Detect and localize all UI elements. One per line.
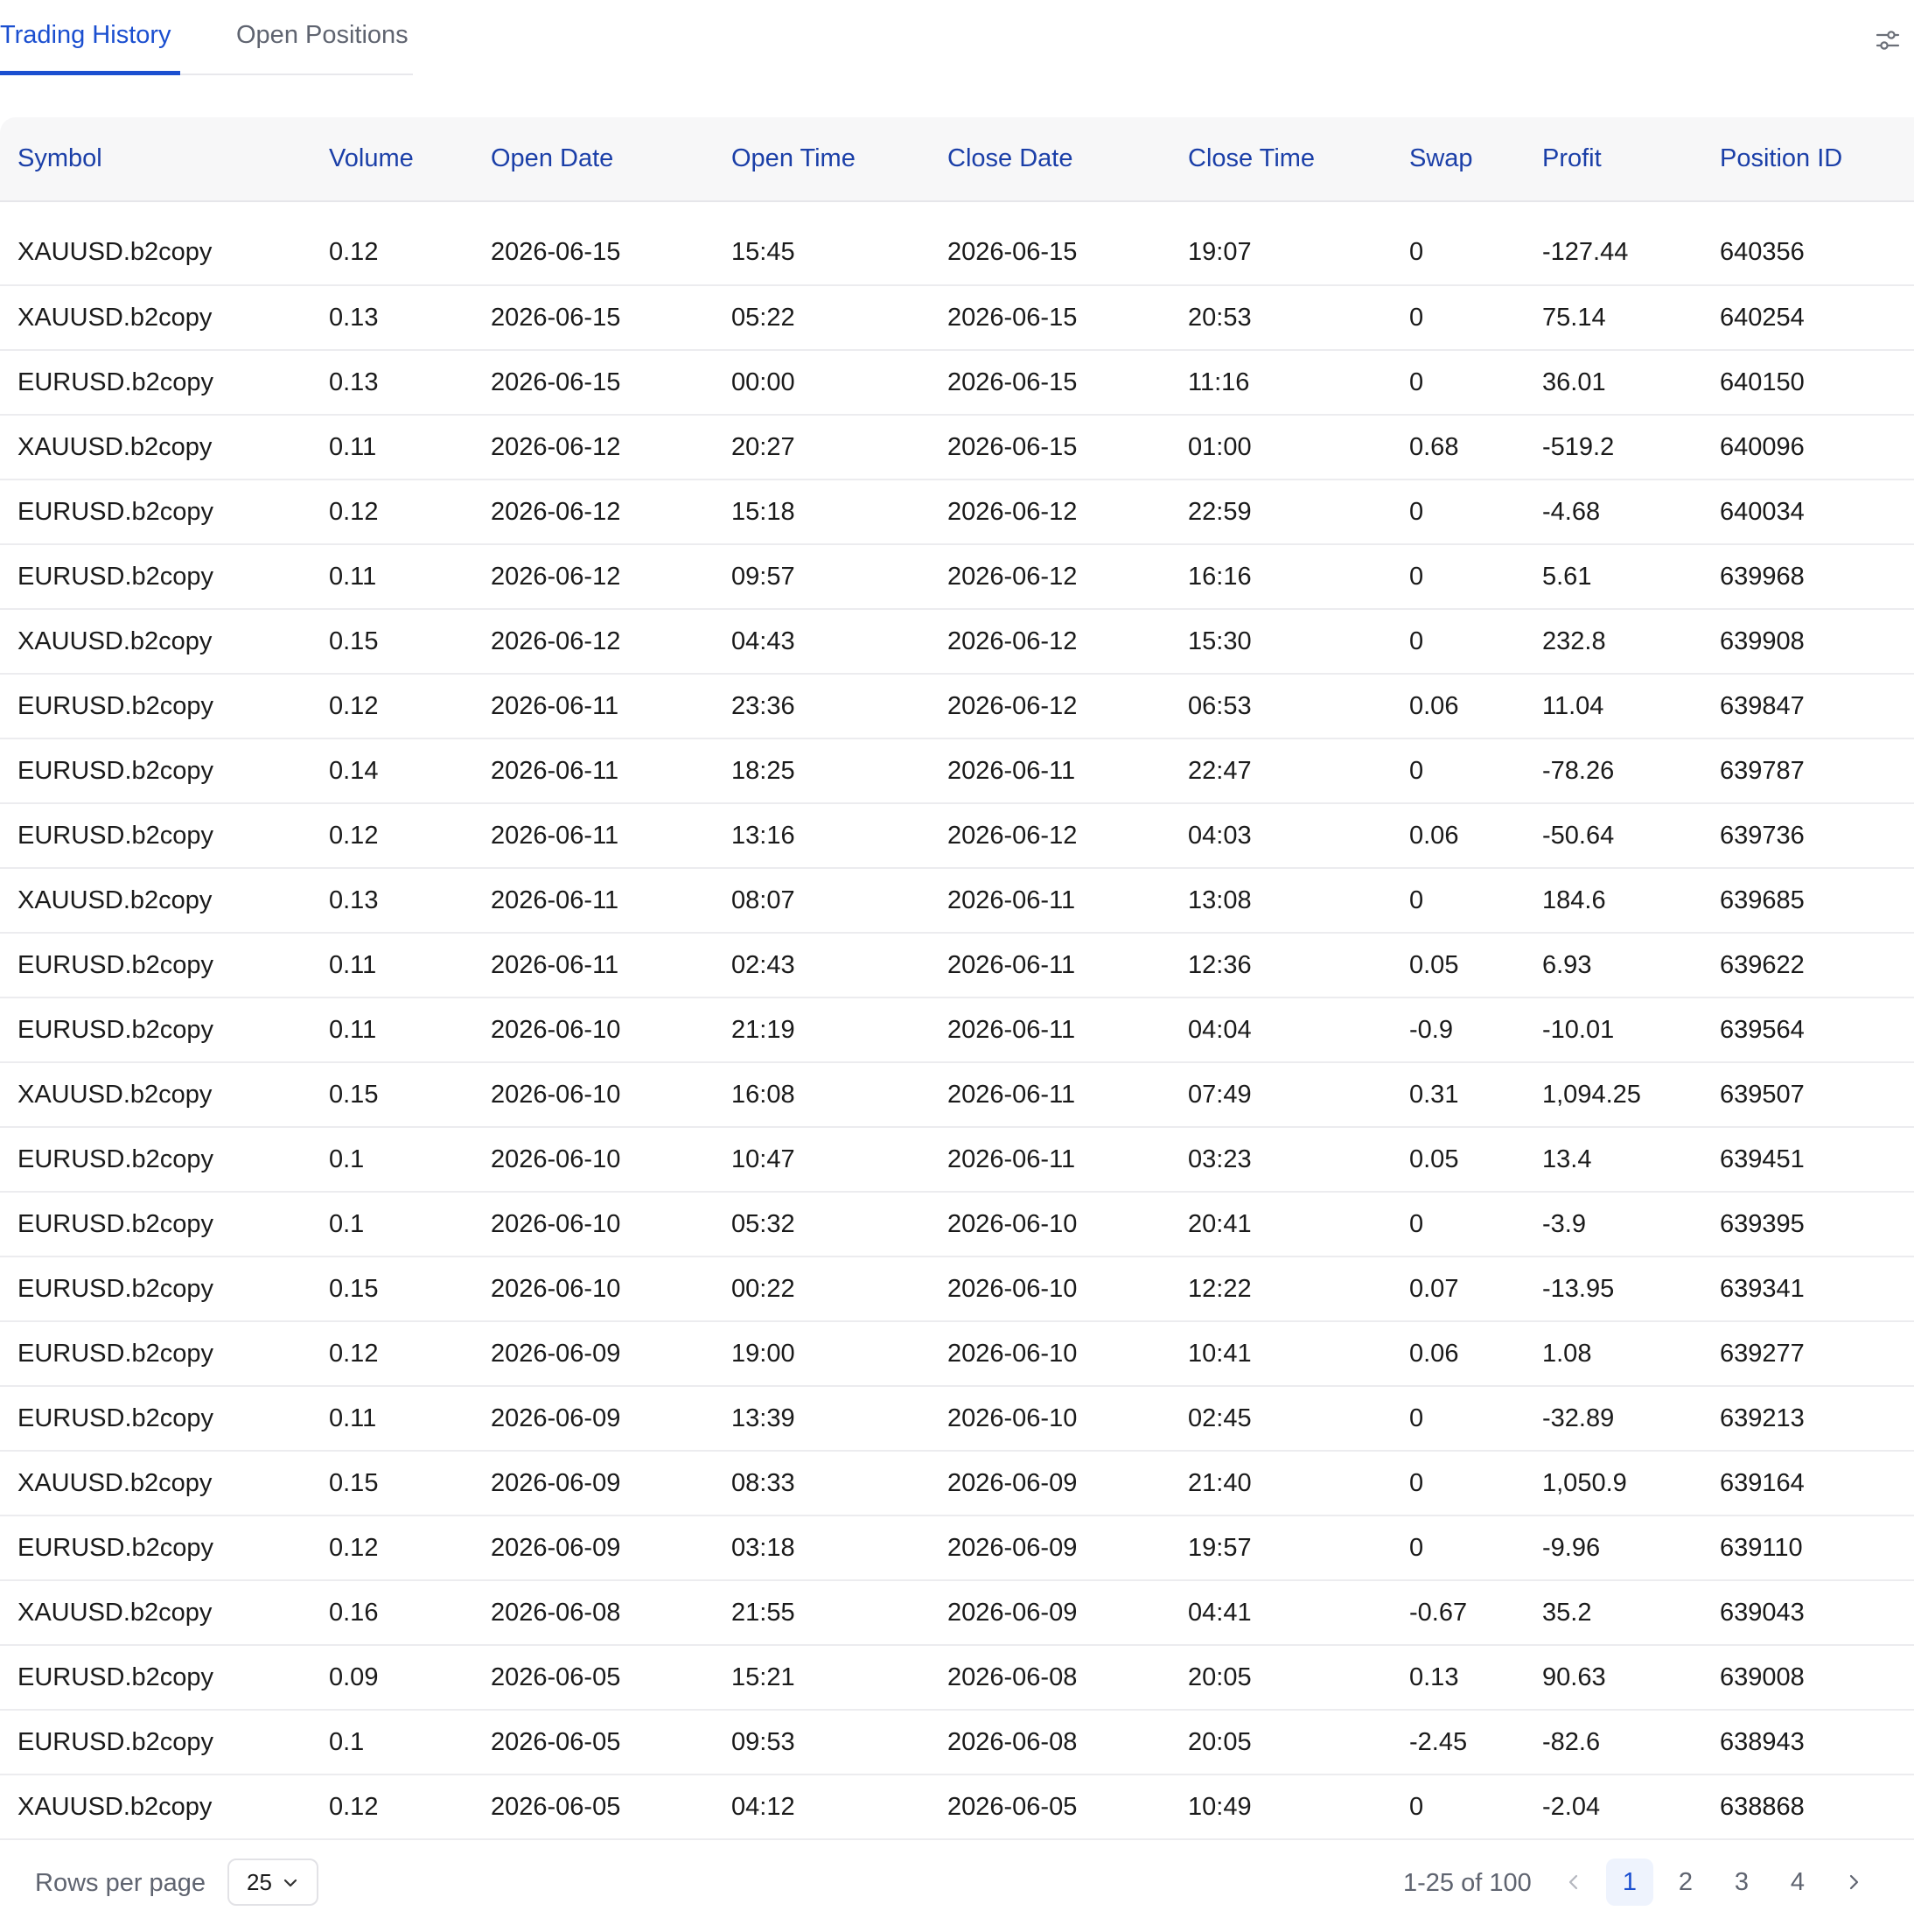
table-row[interactable] bbox=[0, 220, 1914, 285]
profit-cell: 13.4 bbox=[1542, 1127, 1720, 1192]
open-date-cell: 2026-06-09 bbox=[491, 1516, 731, 1580]
open-time-cell: 19:00 bbox=[731, 1321, 947, 1386]
column-header-volume[interactable]: Volume bbox=[329, 117, 491, 201]
table-row[interactable] bbox=[0, 1451, 1914, 1516]
open-date-cell: 2026-06-12 bbox=[491, 544, 731, 609]
volume-cell: 0.14 bbox=[329, 738, 491, 803]
open-time-cell: 23:36 bbox=[731, 674, 947, 738]
swap-cell: 0 bbox=[1409, 1516, 1542, 1580]
close-date-cell: 2026-06-11 bbox=[947, 1062, 1188, 1127]
volume-cell: 0.1 bbox=[329, 1192, 491, 1256]
symbol-cell: EURUSD.b2copy bbox=[0, 933, 329, 998]
volume-cell: 0.15 bbox=[329, 1451, 491, 1516]
swap-cell: 0.06 bbox=[1409, 1321, 1542, 1386]
close-time-cell: 15:30 bbox=[1188, 609, 1409, 674]
profit-cell: -50.64 bbox=[1542, 803, 1720, 868]
profit-cell: 1,050.9 bbox=[1542, 1451, 1720, 1516]
table-row[interactable] bbox=[0, 1062, 1914, 1127]
pagination-footer bbox=[0, 1836, 1914, 1932]
volume-cell: 0.16 bbox=[329, 1580, 491, 1645]
position-id-cell: 639787 bbox=[1720, 738, 1914, 803]
column-header-profit[interactable]: Profit bbox=[1542, 117, 1720, 201]
swap-cell: 0 bbox=[1409, 285, 1542, 350]
open-date-cell: 2026-06-15 bbox=[491, 220, 731, 285]
chevron-left-icon bbox=[1564, 1872, 1583, 1892]
profit-cell: -9.96 bbox=[1542, 1516, 1720, 1580]
profit-cell: 36.01 bbox=[1542, 350, 1720, 415]
close-time-cell: 11:16 bbox=[1188, 350, 1409, 415]
page-button-4[interactable]: 4 bbox=[1790, 1867, 1806, 1896]
open-date-cell: 2026-06-08 bbox=[491, 1580, 731, 1645]
symbol-cell: EURUSD.b2copy bbox=[0, 350, 329, 415]
open-time-cell: 09:57 bbox=[731, 544, 947, 609]
swap-cell: 0 bbox=[1409, 1192, 1542, 1256]
close-date-cell: 2026-06-12 bbox=[947, 544, 1188, 609]
close-date-cell: 2026-06-12 bbox=[947, 480, 1188, 544]
table-row[interactable] bbox=[0, 674, 1914, 738]
close-time-cell: 10:41 bbox=[1188, 1321, 1409, 1386]
close-date-cell: 2026-06-08 bbox=[947, 1645, 1188, 1710]
position-id-cell: 639277 bbox=[1720, 1321, 1914, 1386]
swap-cell: 0.06 bbox=[1409, 803, 1542, 868]
volume-cell: 0.11 bbox=[329, 1386, 491, 1451]
open-time-cell: 15:21 bbox=[731, 1645, 947, 1710]
volume-cell: 0.12 bbox=[329, 220, 491, 285]
volume-cell: 0.13 bbox=[329, 868, 491, 933]
symbol-cell: EURUSD.b2copy bbox=[0, 674, 329, 738]
close-date-cell: 2026-06-15 bbox=[947, 285, 1188, 350]
position-id-cell: 640096 bbox=[1720, 415, 1914, 480]
trading-history-table-container bbox=[0, 117, 1914, 1840]
swap-cell: 0.13 bbox=[1409, 1645, 1542, 1710]
close-time-cell: 04:04 bbox=[1188, 998, 1409, 1062]
position-id-cell: 639213 bbox=[1720, 1386, 1914, 1451]
open-date-cell: 2026-06-11 bbox=[491, 738, 731, 803]
rows-per-page-label: Rows per page bbox=[35, 1869, 206, 1897]
position-id-cell: 640356 bbox=[1720, 220, 1914, 285]
open-time-cell: 08:07 bbox=[731, 868, 947, 933]
table-row[interactable] bbox=[0, 350, 1914, 415]
close-date-cell: 2026-06-12 bbox=[947, 803, 1188, 868]
close-date-cell: 2026-06-09 bbox=[947, 1451, 1188, 1516]
close-time-cell: 21:40 bbox=[1188, 1451, 1409, 1516]
table-row[interactable] bbox=[0, 998, 1914, 1062]
position-id-cell: 639847 bbox=[1720, 674, 1914, 738]
close-time-cell: 19:57 bbox=[1188, 1516, 1409, 1580]
position-id-cell: 639622 bbox=[1720, 933, 1914, 998]
open-time-cell: 16:08 bbox=[731, 1062, 947, 1127]
open-date-cell: 2026-06-10 bbox=[491, 1192, 731, 1256]
close-date-cell: 2026-06-11 bbox=[947, 738, 1188, 803]
close-time-cell: 01:00 bbox=[1188, 415, 1409, 480]
swap-cell: 0.07 bbox=[1409, 1256, 1542, 1321]
position-id-cell: 639008 bbox=[1720, 1645, 1914, 1710]
close-time-cell: 02:45 bbox=[1188, 1386, 1409, 1451]
volume-cell: 0.13 bbox=[329, 350, 491, 415]
rows-per-page-value: 25 bbox=[247, 1868, 272, 1895]
table-row[interactable] bbox=[0, 1710, 1914, 1774]
volume-cell: 0.13 bbox=[329, 285, 491, 350]
open-time-cell: 21:19 bbox=[731, 998, 947, 1062]
symbol-cell: EURUSD.b2copy bbox=[0, 1386, 329, 1451]
symbol-cell: EURUSD.b2copy bbox=[0, 738, 329, 803]
open-time-cell: 09:53 bbox=[731, 1710, 947, 1774]
volume-cell: 0.15 bbox=[329, 1062, 491, 1127]
table-header-row bbox=[0, 117, 1914, 201]
symbol-cell: XAUUSD.b2copy bbox=[0, 415, 329, 480]
table-row[interactable] bbox=[0, 1516, 1914, 1580]
symbol-cell: XAUUSD.b2copy bbox=[0, 220, 329, 285]
table-row[interactable] bbox=[0, 544, 1914, 609]
profit-cell: 5.61 bbox=[1542, 544, 1720, 609]
table-row[interactable] bbox=[0, 868, 1914, 933]
swap-cell: 0 bbox=[1409, 609, 1542, 674]
position-id-cell: 639164 bbox=[1720, 1451, 1914, 1516]
symbol-cell: EURUSD.b2copy bbox=[0, 480, 329, 544]
open-time-cell: 15:45 bbox=[731, 220, 947, 285]
open-time-cell: 02:43 bbox=[731, 933, 947, 998]
open-time-cell: 13:16 bbox=[731, 803, 947, 868]
chevron-right-icon bbox=[1844, 1872, 1863, 1892]
swap-cell: 0 bbox=[1409, 1774, 1542, 1839]
profit-cell: -13.95 bbox=[1542, 1256, 1720, 1321]
open-date-cell: 2026-06-05 bbox=[491, 1710, 731, 1774]
profit-cell: -78.26 bbox=[1542, 738, 1720, 803]
open-date-cell: 2026-06-10 bbox=[491, 1127, 731, 1192]
close-time-cell: 20:05 bbox=[1188, 1710, 1409, 1774]
open-time-cell: 13:39 bbox=[731, 1386, 947, 1451]
profit-cell: 35.2 bbox=[1542, 1580, 1720, 1645]
close-time-cell: 07:49 bbox=[1188, 1062, 1409, 1127]
table-row[interactable] bbox=[0, 415, 1914, 480]
position-id-cell: 638943 bbox=[1720, 1710, 1914, 1774]
page-button-3[interactable]: 3 bbox=[1734, 1867, 1750, 1896]
close-time-cell: 12:36 bbox=[1188, 933, 1409, 998]
table-row[interactable] bbox=[0, 1127, 1914, 1192]
table-row[interactable] bbox=[0, 609, 1914, 674]
position-id-cell: 639908 bbox=[1720, 609, 1914, 674]
close-date-cell: 2026-06-15 bbox=[947, 350, 1188, 415]
open-date-cell: 2026-06-11 bbox=[491, 674, 731, 738]
page-button-2[interactable]: 2 bbox=[1678, 1867, 1694, 1896]
symbol-cell: EURUSD.b2copy bbox=[0, 1516, 329, 1580]
profit-cell: -127.44 bbox=[1542, 220, 1720, 285]
symbol-cell: XAUUSD.b2copy bbox=[0, 868, 329, 933]
profit-cell: -82.6 bbox=[1542, 1710, 1720, 1774]
close-time-cell: 03:23 bbox=[1188, 1127, 1409, 1192]
column-header-swap[interactable]: Swap bbox=[1409, 117, 1542, 201]
swap-cell: -0.9 bbox=[1409, 998, 1542, 1062]
symbol-cell: XAUUSD.b2copy bbox=[0, 609, 329, 674]
spacer-cell bbox=[0, 201, 1914, 220]
position-id-cell: 639685 bbox=[1720, 868, 1914, 933]
volume-cell: 0.11 bbox=[329, 415, 491, 480]
position-id-cell: 639968 bbox=[1720, 544, 1914, 609]
symbol-cell: EURUSD.b2copy bbox=[0, 1192, 329, 1256]
volume-cell: 0.12 bbox=[329, 803, 491, 868]
column-header-position-id[interactable]: Position ID bbox=[1720, 117, 1914, 201]
column-header-close-date[interactable]: Close Date bbox=[947, 117, 1188, 201]
symbol-cell: XAUUSD.b2copy bbox=[0, 285, 329, 350]
close-time-cell: 13:08 bbox=[1188, 868, 1409, 933]
table-row[interactable] bbox=[0, 1386, 1914, 1451]
swap-cell: 0 bbox=[1409, 868, 1542, 933]
symbol-cell: EURUSD.b2copy bbox=[0, 1645, 329, 1710]
close-date-cell: 2026-06-11 bbox=[947, 998, 1188, 1062]
symbol-cell: EURUSD.b2copy bbox=[0, 1710, 329, 1774]
profit-cell: -32.89 bbox=[1542, 1386, 1720, 1451]
swap-cell: -0.67 bbox=[1409, 1580, 1542, 1645]
open-date-cell: 2026-06-05 bbox=[491, 1774, 731, 1839]
close-time-cell: 20:05 bbox=[1188, 1645, 1409, 1710]
tab-open-positions[interactable]: Open Positions bbox=[236, 21, 409, 49]
swap-cell: 0.05 bbox=[1409, 933, 1542, 998]
open-time-cell: 05:32 bbox=[731, 1192, 947, 1256]
swap-cell: 0 bbox=[1409, 350, 1542, 415]
open-time-cell: 21:55 bbox=[731, 1580, 947, 1645]
symbol-cell: XAUUSD.b2copy bbox=[0, 1062, 329, 1127]
symbol-cell: XAUUSD.b2copy bbox=[0, 1774, 329, 1839]
profit-cell: 184.6 bbox=[1542, 868, 1720, 933]
swap-cell: -2.45 bbox=[1409, 1710, 1542, 1774]
position-id-cell: 639395 bbox=[1720, 1192, 1914, 1256]
volume-cell: 0.11 bbox=[329, 998, 491, 1062]
open-time-cell: 18:25 bbox=[731, 738, 947, 803]
volume-cell: 0.1 bbox=[329, 1127, 491, 1192]
open-date-cell: 2026-06-12 bbox=[491, 415, 731, 480]
volume-cell: 0.11 bbox=[329, 544, 491, 609]
swap-cell: 0 bbox=[1409, 480, 1542, 544]
close-date-cell: 2026-06-09 bbox=[947, 1580, 1188, 1645]
open-time-cell: 10:47 bbox=[731, 1127, 947, 1192]
profit-cell: -519.2 bbox=[1542, 415, 1720, 480]
close-date-cell: 2026-06-12 bbox=[947, 609, 1188, 674]
swap-cell: 0.05 bbox=[1409, 1127, 1542, 1192]
table-row[interactable] bbox=[0, 1256, 1914, 1321]
volume-cell: 0.15 bbox=[329, 609, 491, 674]
close-time-cell: 06:53 bbox=[1188, 674, 1409, 738]
swap-cell: 0 bbox=[1409, 1386, 1542, 1451]
position-id-cell: 640254 bbox=[1720, 285, 1914, 350]
close-date-cell: 2026-06-11 bbox=[947, 1127, 1188, 1192]
profit-cell: -10.01 bbox=[1542, 998, 1720, 1062]
table-row[interactable] bbox=[0, 803, 1914, 868]
rows-per-page-select[interactable] bbox=[227, 1858, 318, 1906]
open-date-cell: 2026-06-11 bbox=[491, 803, 731, 868]
open-date-cell: 2026-06-09 bbox=[491, 1386, 731, 1451]
pagination-range: 1-25 of 100 bbox=[1403, 1869, 1532, 1897]
position-id-cell: 640150 bbox=[1720, 350, 1914, 415]
volume-cell: 0.12 bbox=[329, 480, 491, 544]
sliders-icon bbox=[1875, 27, 1901, 53]
position-id-cell: 639043 bbox=[1720, 1580, 1914, 1645]
volume-cell: 0.15 bbox=[329, 1256, 491, 1321]
open-time-cell: 15:18 bbox=[731, 480, 947, 544]
position-id-cell: 639736 bbox=[1720, 803, 1914, 868]
table-row[interactable] bbox=[0, 1645, 1914, 1710]
symbol-cell: EURUSD.b2copy bbox=[0, 1256, 329, 1321]
table-row[interactable] bbox=[0, 1774, 1914, 1839]
close-date-cell: 2026-06-10 bbox=[947, 1192, 1188, 1256]
close-time-cell: 10:49 bbox=[1188, 1774, 1409, 1839]
swap-cell: 0.31 bbox=[1409, 1062, 1542, 1127]
profit-cell: -2.04 bbox=[1542, 1774, 1720, 1839]
close-date-cell: 2026-06-10 bbox=[947, 1386, 1188, 1451]
position-id-cell: 639110 bbox=[1720, 1516, 1914, 1580]
close-time-cell: 20:41 bbox=[1188, 1192, 1409, 1256]
volume-cell: 0.1 bbox=[329, 1710, 491, 1774]
open-time-cell: 03:18 bbox=[731, 1516, 947, 1580]
open-date-cell: 2026-06-10 bbox=[491, 998, 731, 1062]
symbol-cell: EURUSD.b2copy bbox=[0, 544, 329, 609]
column-header-close-time[interactable]: Close Time bbox=[1188, 117, 1409, 201]
volume-cell: 0.12 bbox=[329, 1774, 491, 1839]
position-id-cell: 639564 bbox=[1720, 998, 1914, 1062]
volume-cell: 0.12 bbox=[329, 674, 491, 738]
open-date-cell: 2026-06-11 bbox=[491, 868, 731, 933]
table-row[interactable] bbox=[0, 480, 1914, 544]
table-row[interactable] bbox=[0, 285, 1914, 350]
table-row[interactable] bbox=[0, 1580, 1914, 1645]
profit-cell: 6.93 bbox=[1542, 933, 1720, 998]
swap-cell: 0 bbox=[1409, 544, 1542, 609]
close-time-cell: 04:41 bbox=[1188, 1580, 1409, 1645]
profit-cell: 232.8 bbox=[1542, 609, 1720, 674]
chevron-down-icon bbox=[282, 1874, 299, 1892]
open-time-cell: 05:22 bbox=[731, 285, 947, 350]
swap-cell: 0.06 bbox=[1409, 674, 1542, 738]
position-id-cell: 639341 bbox=[1720, 1256, 1914, 1321]
column-header-open-time[interactable]: Open Time bbox=[731, 117, 947, 201]
close-time-cell: 12:22 bbox=[1188, 1256, 1409, 1321]
profit-cell: 1.08 bbox=[1542, 1321, 1720, 1386]
close-time-cell: 19:07 bbox=[1188, 220, 1409, 285]
profit-cell: 1,094.25 bbox=[1542, 1062, 1720, 1127]
open-date-cell: 2026-06-15 bbox=[491, 350, 731, 415]
open-time-cell: 00:22 bbox=[731, 1256, 947, 1321]
close-date-cell: 2026-06-11 bbox=[947, 868, 1188, 933]
open-date-cell: 2026-06-10 bbox=[491, 1256, 731, 1321]
open-date-cell: 2026-06-15 bbox=[491, 285, 731, 350]
close-date-cell: 2026-06-10 bbox=[947, 1321, 1188, 1386]
position-id-cell: 639507 bbox=[1720, 1062, 1914, 1127]
volume-cell: 0.09 bbox=[329, 1645, 491, 1710]
column-header-symbol[interactable]: Symbol bbox=[0, 117, 329, 201]
close-date-cell: 2026-06-12 bbox=[947, 674, 1188, 738]
close-date-cell: 2026-06-10 bbox=[947, 1256, 1188, 1321]
swap-cell: 0 bbox=[1409, 220, 1542, 285]
tab-trading-history[interactable]: Trading History bbox=[0, 0, 180, 75]
symbol-cell: XAUUSD.b2copy bbox=[0, 1580, 329, 1645]
open-date-cell: 2026-06-09 bbox=[491, 1321, 731, 1386]
close-date-cell: 2026-06-11 bbox=[947, 933, 1188, 998]
open-date-cell: 2026-06-10 bbox=[491, 1062, 731, 1127]
close-time-cell: 20:53 bbox=[1188, 285, 1409, 350]
open-time-cell: 04:12 bbox=[731, 1774, 947, 1839]
open-date-cell: 2026-06-12 bbox=[491, 480, 731, 544]
symbol-cell: XAUUSD.b2copy bbox=[0, 1451, 329, 1516]
volume-cell: 0.12 bbox=[329, 1321, 491, 1386]
symbol-cell: EURUSD.b2copy bbox=[0, 803, 329, 868]
swap-cell: 0 bbox=[1409, 1451, 1542, 1516]
position-id-cell: 638868 bbox=[1720, 1774, 1914, 1839]
position-id-cell: 640034 bbox=[1720, 480, 1914, 544]
symbol-cell: EURUSD.b2copy bbox=[0, 1321, 329, 1386]
close-date-cell: 2026-06-15 bbox=[947, 220, 1188, 285]
open-date-cell: 2026-06-11 bbox=[491, 933, 731, 998]
open-date-cell: 2026-06-05 bbox=[491, 1645, 731, 1710]
open-date-cell: 2026-06-12 bbox=[491, 609, 731, 674]
next-page-button[interactable] bbox=[1830, 1858, 1877, 1906]
profit-cell: 90.63 bbox=[1542, 1645, 1720, 1710]
table-row[interactable] bbox=[0, 738, 1914, 803]
table-row[interactable] bbox=[0, 1192, 1914, 1256]
table-settings-button[interactable] bbox=[1870, 23, 1905, 58]
close-time-cell: 16:16 bbox=[1188, 544, 1409, 609]
close-date-cell: 2026-06-09 bbox=[947, 1516, 1188, 1580]
table-spacer bbox=[0, 201, 1914, 220]
close-time-cell: 22:47 bbox=[1188, 738, 1409, 803]
tab-bar bbox=[0, 0, 413, 75]
table-row[interactable] bbox=[0, 933, 1914, 998]
swap-cell: 0.68 bbox=[1409, 415, 1542, 480]
symbol-cell: EURUSD.b2copy bbox=[0, 998, 329, 1062]
close-date-cell: 2026-06-05 bbox=[947, 1774, 1188, 1839]
page-button-1[interactable]: 1 bbox=[1606, 1858, 1653, 1906]
profit-cell: -4.68 bbox=[1542, 480, 1720, 544]
column-header-open-date[interactable]: Open Date bbox=[491, 117, 731, 201]
volume-cell: 0.11 bbox=[329, 933, 491, 998]
profit-cell: 75.14 bbox=[1542, 285, 1720, 350]
volume-cell: 0.12 bbox=[329, 1516, 491, 1580]
open-time-cell: 00:00 bbox=[731, 350, 947, 415]
close-time-cell: 04:03 bbox=[1188, 803, 1409, 868]
open-time-cell: 04:43 bbox=[731, 609, 947, 674]
swap-cell: 0 bbox=[1409, 738, 1542, 803]
close-time-cell: 22:59 bbox=[1188, 480, 1409, 544]
open-time-cell: 08:33 bbox=[731, 1451, 947, 1516]
table-row[interactable] bbox=[0, 1321, 1914, 1386]
profit-cell: -3.9 bbox=[1542, 1192, 1720, 1256]
close-date-cell: 2026-06-08 bbox=[947, 1710, 1188, 1774]
open-time-cell: 20:27 bbox=[731, 415, 947, 480]
profit-cell: 11.04 bbox=[1542, 674, 1720, 738]
table-body bbox=[0, 201, 1914, 1839]
symbol-cell: EURUSD.b2copy bbox=[0, 1127, 329, 1192]
open-date-cell: 2026-06-09 bbox=[491, 1451, 731, 1516]
trading-history-table bbox=[0, 117, 1914, 1840]
position-id-cell: 639451 bbox=[1720, 1127, 1914, 1192]
close-date-cell: 2026-06-15 bbox=[947, 415, 1188, 480]
previous-page-button[interactable] bbox=[1550, 1858, 1597, 1906]
